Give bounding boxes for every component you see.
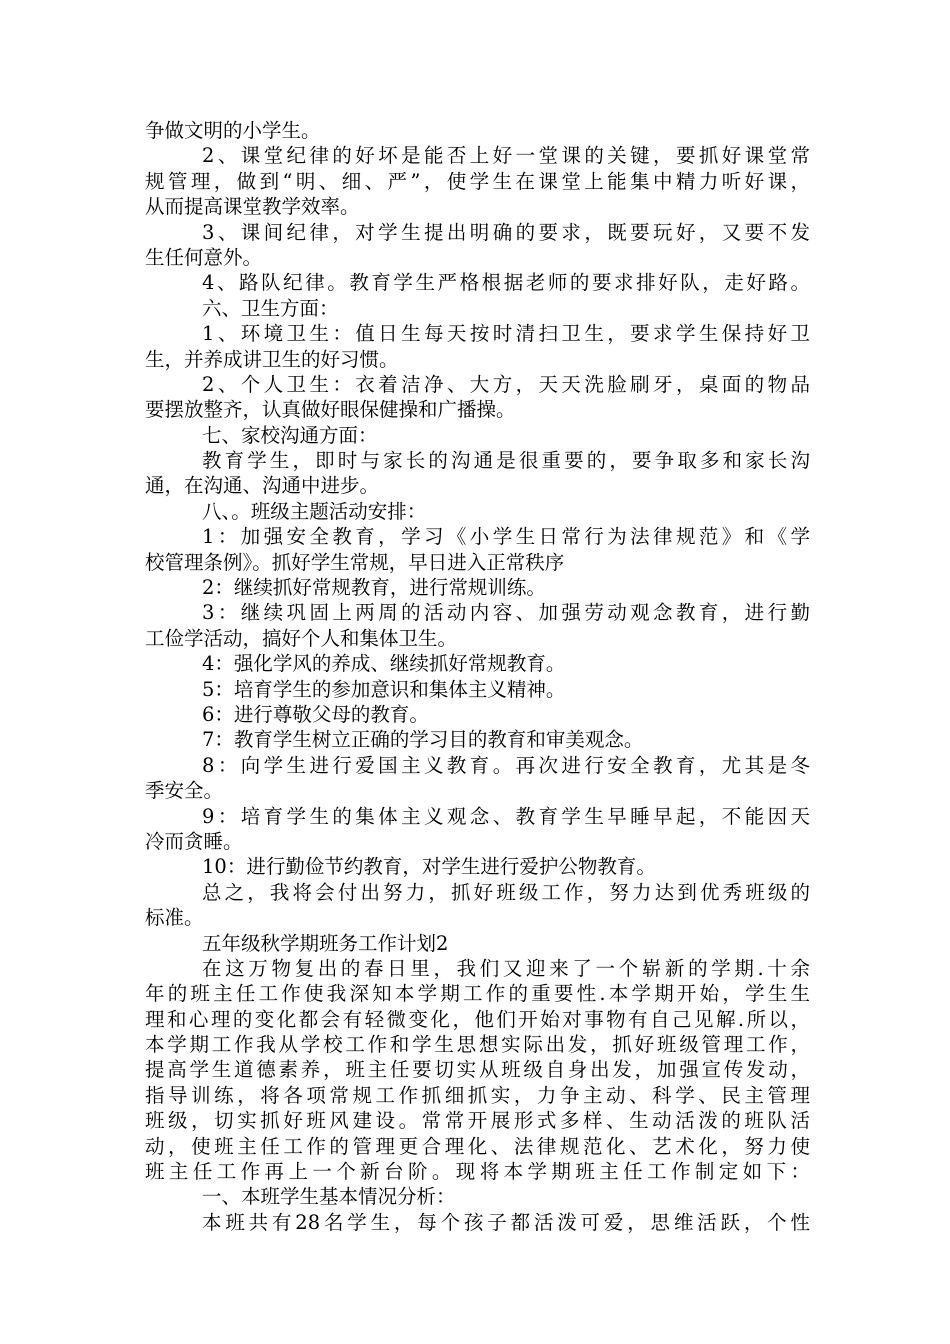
- text-line: 总之，我将会付出努力，抓好班级工作，努力达到优秀班级的: [202, 880, 810, 904]
- text-line: 要摆放整齐，认真做好眼保健操和广播操。: [145, 398, 516, 422]
- text-line: 2、课堂纪律的好坏是能否上好一堂课的关键，要抓好课堂常: [202, 144, 810, 168]
- text-line: 指导训练，将各项常规工作抓细抓实，力争主动、科学、民主管理: [145, 1083, 810, 1107]
- text-line: 8：向学生进行爱国主义教育。再次进行安全教育，尤其是冬: [202, 753, 810, 777]
- text-line: 理和心理的变化都会有轻微变化，他们开始对事物有自己见解.所以，: [145, 1007, 810, 1031]
- text-line: 年的班主任工作使我深知本学期工作的重要性.本学期开始，学生生: [145, 982, 810, 1006]
- text-line: 6：进行尊敬父母的教育。: [202, 702, 429, 726]
- text-line: 提高学生道德素养，班主任要切实从班级自身出发，加强宣传发动，: [145, 1058, 810, 1082]
- text-line: 季安全。: [145, 779, 224, 803]
- document-body: [145, 118, 810, 1235]
- text-line: 生任何意外。: [145, 245, 263, 269]
- text-line: 7：教育学生树立正确的学习目的教育和审美观念。: [202, 728, 644, 752]
- text-line: 工俭学活动，搞好个人和集体卫生。: [145, 626, 458, 650]
- text-line: 校管理条例》。抓好学生常规，早日进入正常秩序: [145, 550, 565, 574]
- text-line: 五年级秋学期班务工作计划2: [202, 931, 449, 955]
- text-line: 5：培育学生的参加意识和集体主义精神。: [202, 677, 566, 701]
- text-line: 八、。班级主题活动安排：: [202, 499, 427, 523]
- text-line: 通，在沟通、沟通中进步。: [145, 474, 380, 498]
- text-line: 本学期工作我从学校工作和学生思想实际出发，抓好班级管理工作，: [145, 1033, 810, 1057]
- text-line: 1：加强安全教育，学习《小学生日常行为法律规范》和《学: [202, 525, 810, 549]
- text-line: 9：培育学生的集体主义观念、教育学生早睡早起，不能因天: [202, 804, 810, 828]
- text-line: 3：继续巩固上两周的活动内容、加强劳动观念教育，进行勤: [202, 601, 810, 625]
- text-line: 4：强化学风的养成、继续抓好常规教育。: [202, 652, 566, 676]
- text-line: 班主任工作再上一个新台阶。现将本学期班主任工作制定如下：: [145, 1160, 810, 1184]
- text-line: 教育学生，即时与家长的沟通是很重要的，要争取多和家长沟: [202, 449, 810, 473]
- text-line: 10：进行勤俭节约教育，对学生进行爱护公物教育。: [202, 855, 656, 879]
- text-line: 七、家校沟通方面：: [202, 423, 378, 447]
- text-line: 一、本班学生基本情况分析：: [202, 1185, 456, 1209]
- text-line: 本班共有28名学生，每个孩子都活泼可爱，思维活跃，个性: [202, 1210, 810, 1234]
- text-line: 3、课间纪律，对学生提出明确的要求，既要玩好，又要不发: [202, 220, 810, 244]
- text-line: 生，并养成讲卫生的好习惯。: [145, 347, 399, 371]
- text-line: 争做文明的小学生。: [145, 119, 321, 142]
- text-line: 冷而贪睡。: [145, 829, 243, 853]
- text-line: 从而提高课堂教学效率。: [145, 195, 360, 219]
- text-line: 规管理，做到“明、细、严”，使学生在课堂上能集中精力听好课，: [145, 169, 810, 193]
- text-line: 在这万物复出的春日里，我们又迎来了一个崭新的学期.十余: [202, 956, 810, 980]
- text-line: 标准。: [145, 906, 204, 930]
- text-line: 2：继续抓好常规教育，进行常规训练。: [202, 576, 546, 600]
- text-line: 班级，切实抓好班风建设。常常开展形式多样、生动活泼的班队活: [145, 1109, 810, 1133]
- text-line: 4、路队纪律。教育学生严格根据老师的要求排好队，走好路。: [202, 271, 810, 295]
- text-line: 2、个人卫生：衣着洁净、大方，天天洗脸刷牙，桌面的物品: [202, 372, 810, 396]
- text-line: 六、卫生方面：: [202, 296, 339, 320]
- text-line: 动，使班主任工作的管理更合理化、法律规范化、艺术化，努力使: [145, 1134, 810, 1158]
- text-line: 1、环境卫生：值日生每天按时清扫卫生，要求学生保持好卫: [202, 322, 810, 346]
